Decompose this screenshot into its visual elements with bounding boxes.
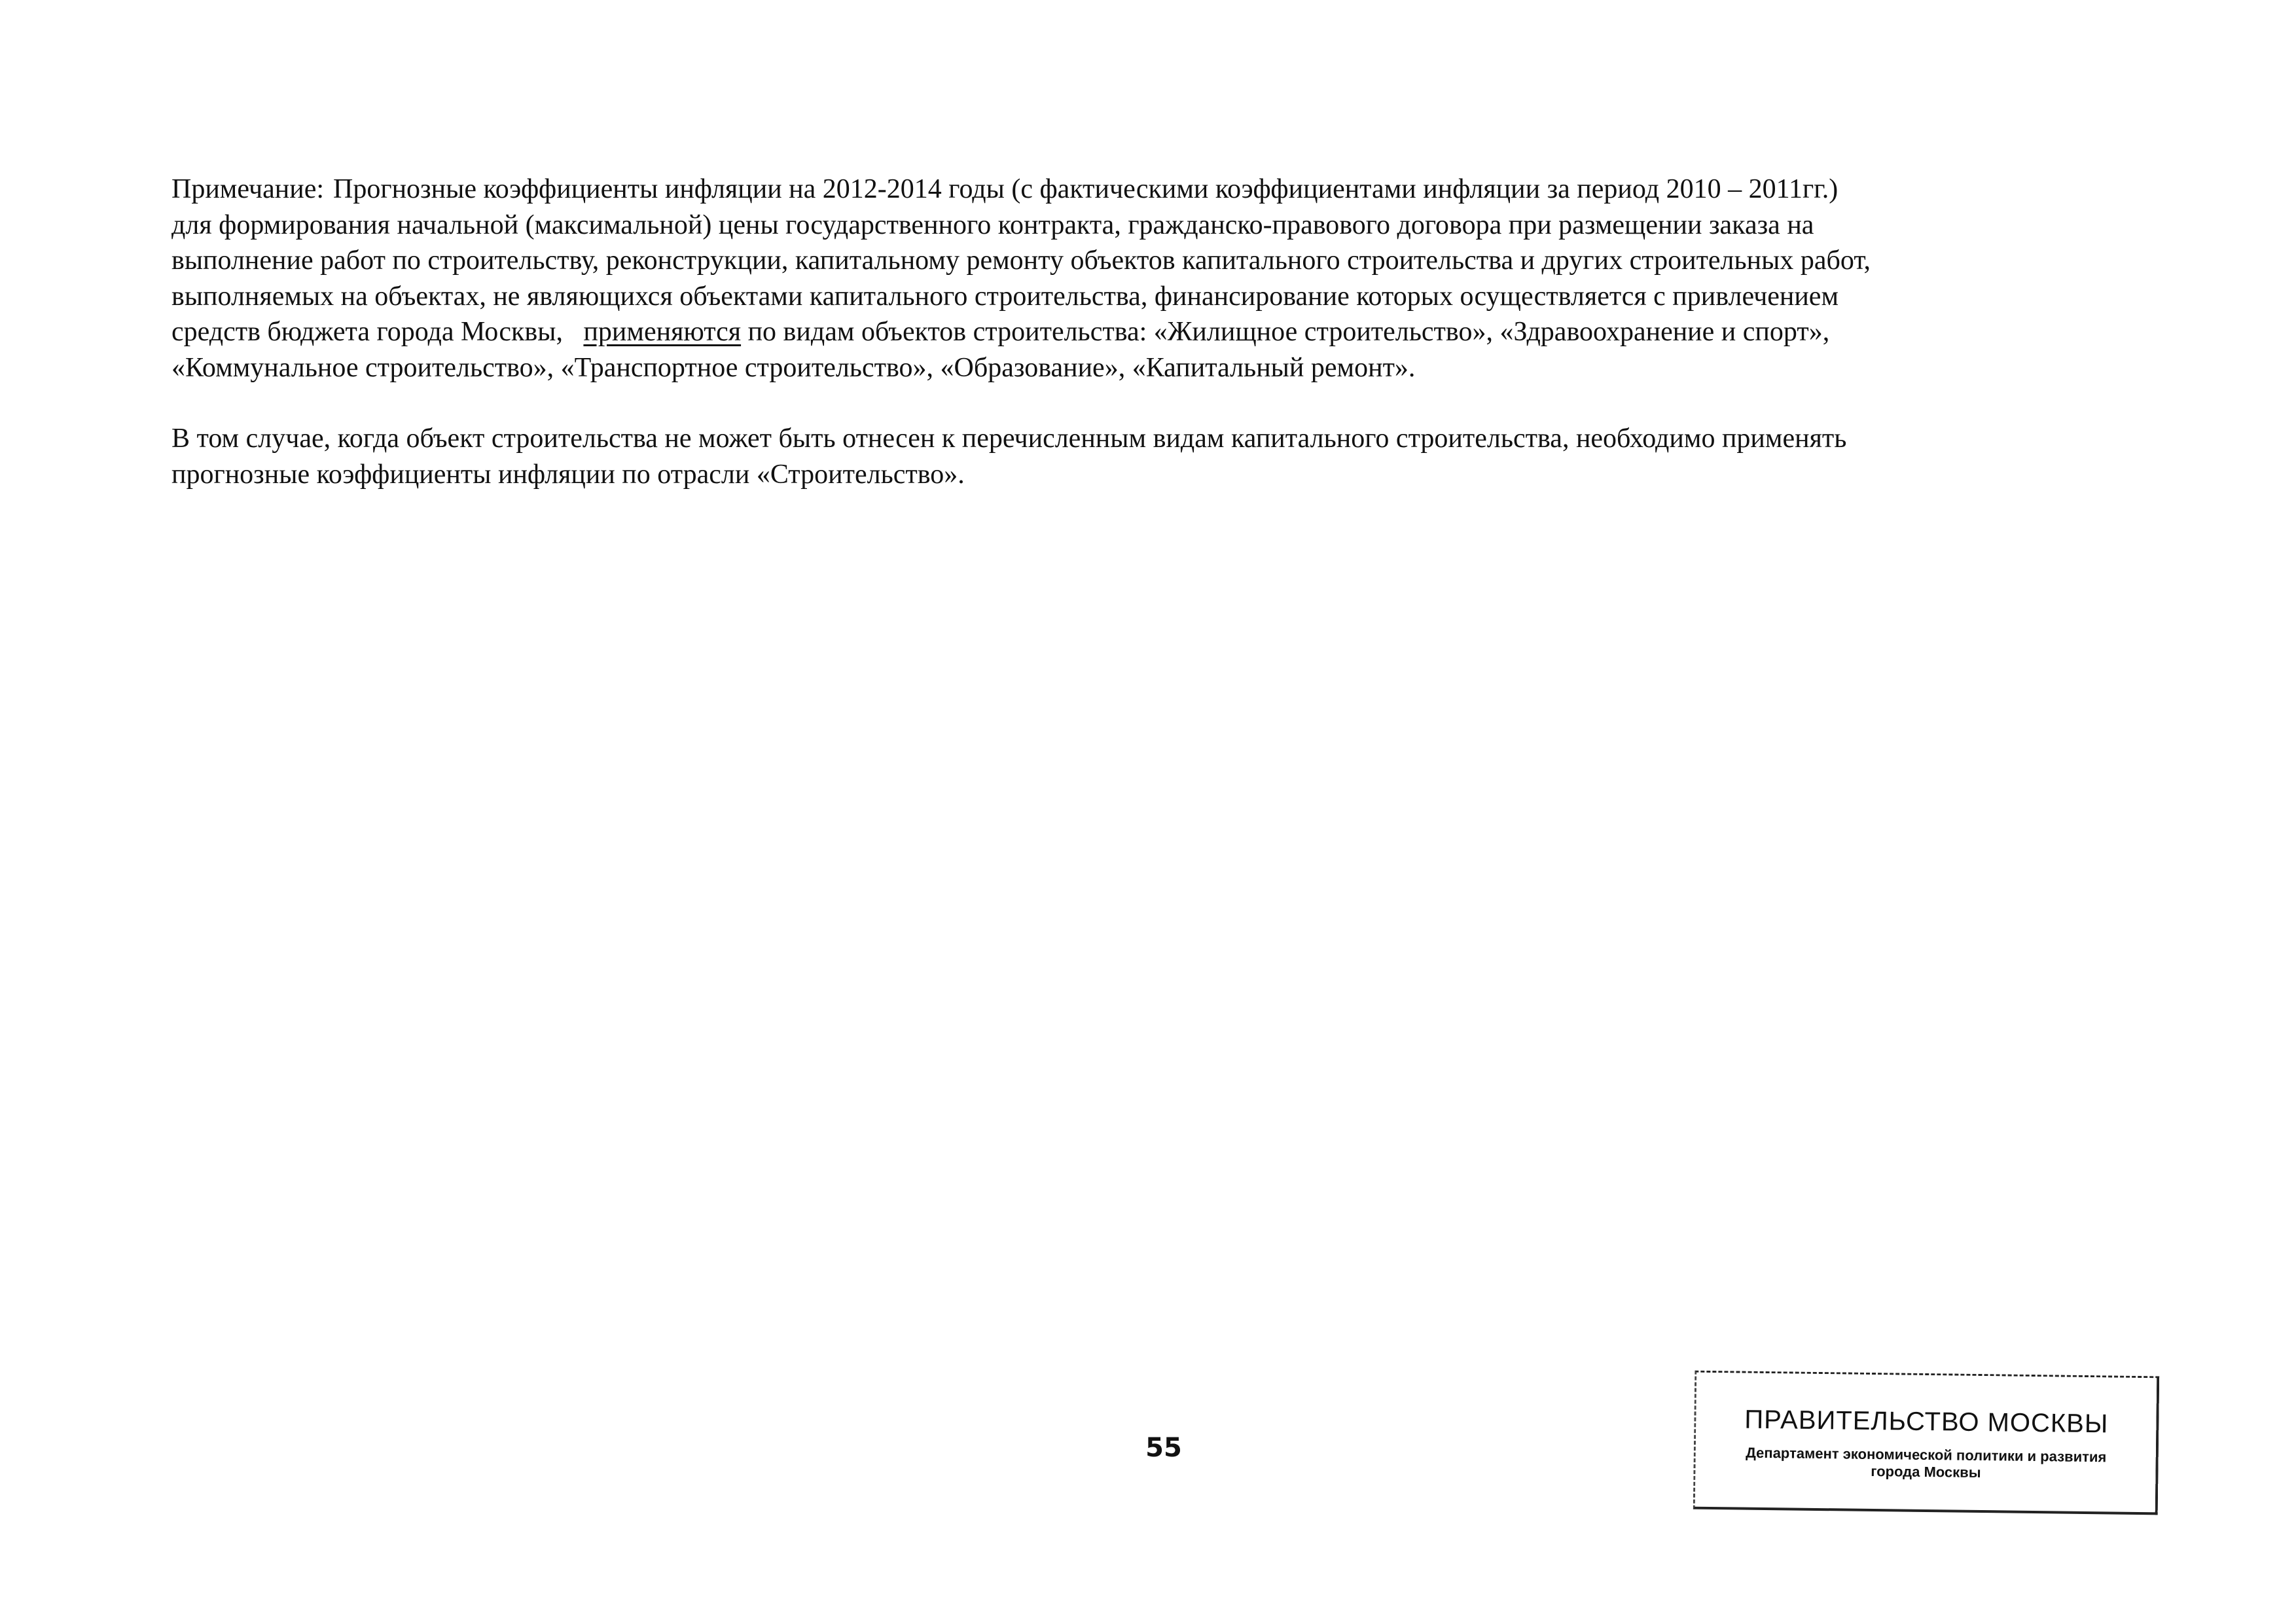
note-line-4: выполняемых на объектах, не являющихся объектами капитального строительства, финансирование которых осуществляется с привлечением xyxy=(171,281,1839,312)
second-paragraph-line-1: В том случае, когда объект строительства не может быть отнесен к перечисленным видам капитального строительства, необходимо применять xyxy=(171,424,1847,454)
note-label: Примечание: xyxy=(171,174,325,204)
stamp-subtitle-line-1: Департамент экономической политики и развития xyxy=(1746,1444,2107,1466)
stamp-frame xyxy=(1693,1371,2160,1515)
note-line-2: для формирования начальной (максимальной) цены государственного контракта, гражданско-правового договора при размещении заказа на xyxy=(171,209,1814,240)
note-emphasis-applied: применяются xyxy=(583,317,742,347)
note-line-5-suffix: по видам объектов строительства: «Жилищное строительство», «Здравоохранение и спорт», xyxy=(747,317,1830,347)
note-text-block xyxy=(171,171,2148,492)
note-line-5-prefix: средств бюджета города Москвы, xyxy=(171,317,563,347)
note-line-5 xyxy=(171,314,2148,350)
note-line-1-text: Прогнозные коэффициенты инфляции на 2012-2014 годы (с фактическими коэффициентами инфляции за период 2010 – 2011гг.) xyxy=(333,174,1839,204)
note-line-6: «Коммунальное строительство», «Транспортное строительство», «Образование», «Капитальный ремонт». xyxy=(171,352,1416,383)
second-paragraph xyxy=(171,421,2148,492)
note-line-3: выполнение работ по строительству, реконструкции, капитальному ремонту объектов капитального строительства и других строительных работ, xyxy=(171,245,1871,276)
stamp-title: ПРАВИТЕЛЬСТВО МОСКВЫ xyxy=(1744,1405,2109,1439)
note-paragraph xyxy=(171,171,2148,386)
second-paragraph-line-2: прогнозные коэффициенты инфляции по отрасли «Строительство». xyxy=(171,459,965,490)
stamp-subtitle-line-2: города Москвы xyxy=(1871,1462,1981,1481)
note-line-1 xyxy=(171,171,2148,208)
stamp-subtitle xyxy=(1702,1444,2149,1483)
page-number: 55 xyxy=(1145,1433,1182,1463)
government-stamp xyxy=(1693,1371,2160,1515)
